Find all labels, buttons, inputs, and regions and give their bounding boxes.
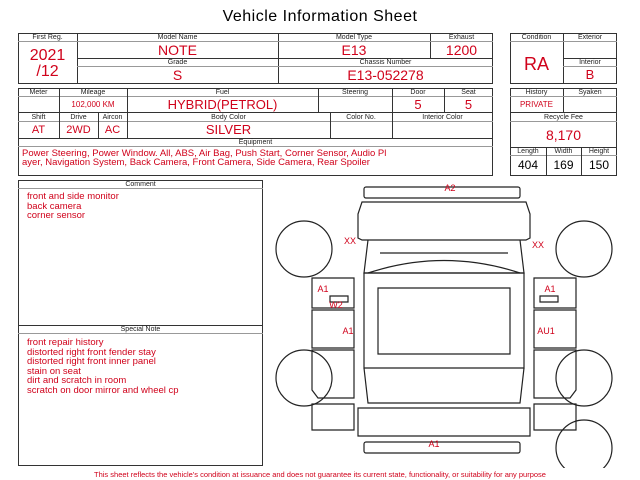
height-label: Height [588,148,610,155]
model-name-value: NOTE [158,42,197,58]
syaken-label: Syaken [578,89,602,96]
drive-label: Drive [70,114,87,121]
seat-label: Seat [461,89,476,96]
fuel-value: HYBRID(PETROL) [167,97,278,112]
special-note-line: front repair history [27,337,104,348]
width-label: Width [554,148,573,155]
first-reg-value-month: /12 [36,63,59,80]
model-type-label: Model Type [335,34,373,41]
special-note-line: stain on seat [27,365,81,377]
special-note-line: dirt and scratch in room [27,375,127,386]
equipment-line-1: Power Steering, Power Window. All, ABS, Air Bag, Push Start, Corner Sensor, Audio Pl [22,148,387,159]
history-value: PRIVATE [519,100,554,109]
page-title: Vehicle Information Sheet [222,8,418,25]
damage-code-left-mirror: W2 [329,300,343,310]
comment-line: corner sensor [27,210,86,221]
interior-label: Interior [579,59,601,66]
shift-label: Shift [31,114,46,121]
comment-label: Comment [125,181,156,188]
comment-line: front and side monitor [27,191,119,202]
special-note-lines [27,338,179,395]
interior-value: B [585,67,595,82]
exhaust-value: 1200 [445,42,478,58]
chassis-label: Chassis Number [359,59,412,66]
height-value: 150 [588,158,610,172]
special-note-label: Special Note [120,326,161,333]
damage-code-right-front-fender: A1 [544,284,556,294]
aircon-value: AC [104,124,121,136]
seat-value: 5 [464,97,473,112]
steering-label: Steering [341,89,369,96]
width-value: 169 [553,158,574,172]
damage-code-left-front-fender: A1 [317,284,329,294]
footer-disclaimer: This sheet reflects the vehicle's condition at issuance and does not guarantee its current state, functionality, or suitability for any purpose [94,470,546,479]
color-no-label: Color No. [346,114,376,121]
special-note-line: scratch on door mirror and wheel cp [27,384,179,396]
grade-value: S [172,67,183,83]
door-label: Door [410,89,426,96]
body-color-value: SILVER [205,122,252,137]
equipment-line-2: ayer, Navigation System, Back Camera, Front Camera, Side Camera, Rear Spoiler [22,157,370,168]
model-type-value: E13 [341,42,367,58]
exhaust-label: Exhaust [448,34,475,41]
car-damage-diagram [268,178,620,468]
meter-label: Meter [29,89,48,96]
comment-line: back camera [27,200,82,212]
fuel-label: Fuel [215,89,230,96]
recycle-label: Recycle Fee [544,114,583,121]
comment-lines [27,192,119,221]
mileage-label: Mileage [80,89,106,96]
model-name-label: Model Name [157,34,198,41]
length-value: 404 [517,158,539,172]
first-reg-value-year: 2021 [29,47,66,64]
exterior-label: Exterior [577,34,603,41]
damage-code-right-front-wheel: XX [531,240,545,250]
aircon-label: Aircon [102,114,123,121]
special-note-line: distorted right front inner panel [27,356,156,367]
damage-code-rear: A1 [428,439,440,449]
body-color-label: Body Color [211,114,246,121]
chassis-value: E13-052278 [347,67,424,83]
condition-value: RA [523,54,549,74]
damage-code-right-door: AU1 [537,326,555,336]
history-label: History [525,89,548,96]
drive-value: 2WD [66,124,91,136]
length-label: Length [517,148,539,155]
damage-code-left-door: A1 [342,326,354,336]
special-note-line: distorted right front fender stay [27,346,156,358]
damage-code-left-front-wheel: XX [343,236,357,246]
condition-label: Condition [521,34,552,41]
shift-value: AT [31,124,46,136]
interior-color-label: Interior Color [422,114,463,121]
first-reg-label: First Reg. [32,34,63,41]
damage-code-front: A2 [444,183,456,193]
recycle-value: 8,170 [545,127,582,143]
door-value: 5 [414,97,422,112]
mileage-value: 102,000 KM [71,100,115,109]
equipment-label: Equipment [238,139,273,146]
grade-label: Grade [167,59,188,66]
comment-box [18,180,263,466]
